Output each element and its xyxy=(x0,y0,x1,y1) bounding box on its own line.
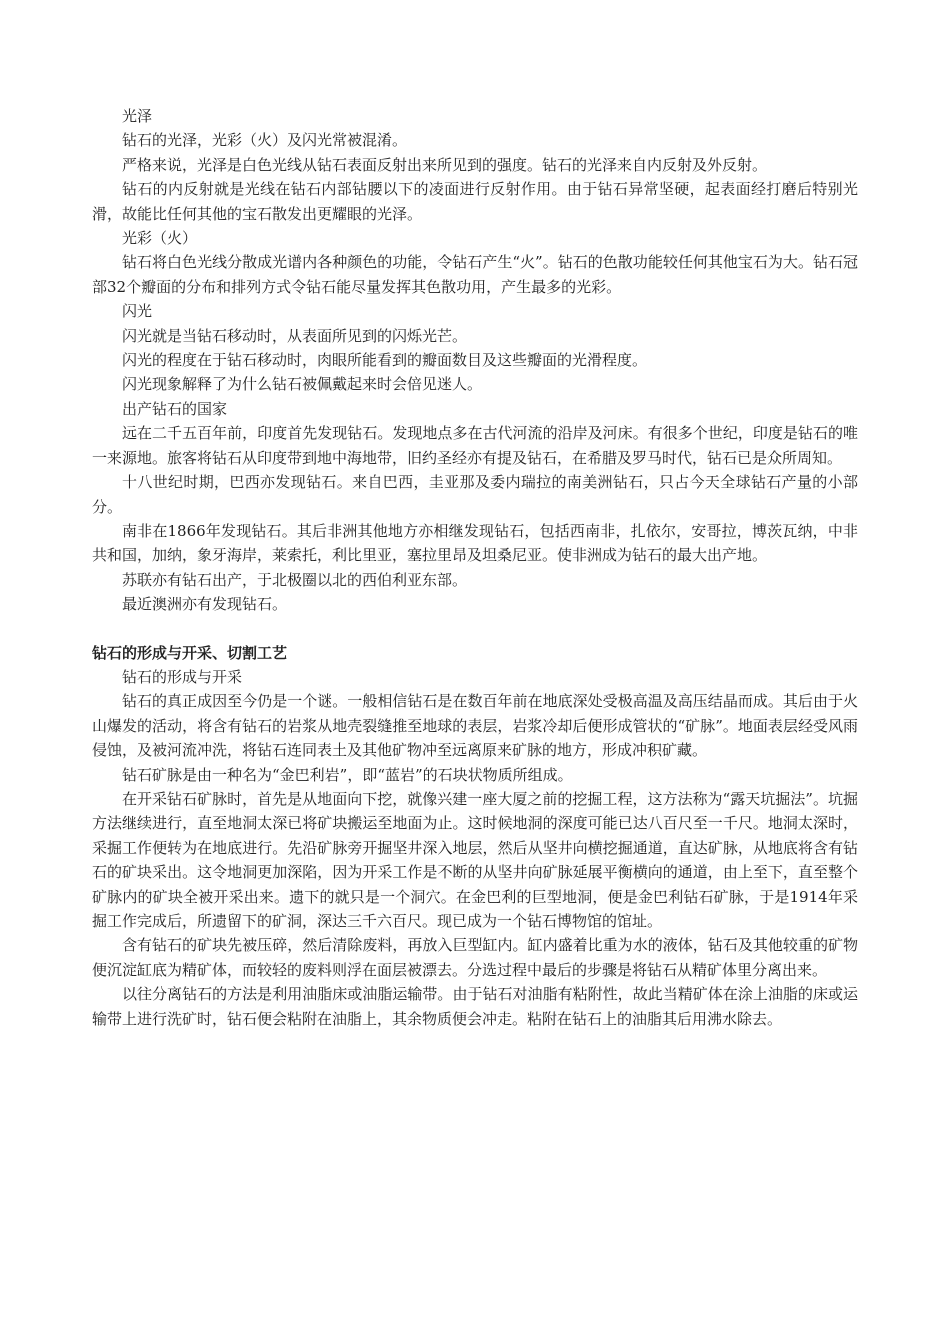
paragraph: 严格来说，光泽是白色光线从钻石表面反射出来所见到的强度。钻石的光泽来自内反射及外反射。 xyxy=(122,155,768,174)
paragraph: 钻石的光泽，光彩（火）及闪光常被混淆。 xyxy=(122,131,408,150)
subheading-fire: 光彩（火） xyxy=(122,229,198,248)
paragraph: 钻石的内反射就是光线在钻石内部钻腰以下的凌面进行反射作用。由于钻石异常坚硬，起表面经打磨后特别光滑，故能比任何其他的宝石散发出更耀眼的光泽。 xyxy=(92,180,858,223)
paragraph: 闪光的程度在于钻石移动时，肉眼所能看到的瓣面数目及这些瓣面的光滑程度。 xyxy=(122,351,648,370)
paragraph: 在开采钻石矿脉时，首先是从地面向下挖，就像兴建一座大厦之前的挖掘工程，这方法称为“露天坑掘法”。坑掘方法继续进行，直至地洞太深已将矿块搬运至地面为止。这时候地洞的深度可能已达八百尺至一千尺。地洞太深时，采掘工作便转为在地底进行。先沿矿脉旁开掘坚井深入地层，然后从坚井向横挖掘通道，直达矿脉，从地底将含有钻石的矿块采出。这令地洞更加深陷，因为开采工作是不断的从坚井向矿脉延展平衡横向的通道，由上至下，直至整个矿脉内的矿块全被开采出来。遗下的就只是一个洞穴。在金巴利的巨型地洞，便是金巴利钻石矿脉，于是1914年采掘工作完成后，所遗留下的矿洞，深达三千六百尺。现已成为一个钻石博物馆的馆址。 xyxy=(92,789,858,930)
paragraph: 闪光现象解释了为什么钻石被佩戴起来时会倍见迷人。 xyxy=(122,375,483,394)
section-luster-and-origins xyxy=(92,104,858,617)
paragraph: 钻石将白色光线分散成光谱内各种颜色的功能，令钻石产生“火”。钻石的色散功能较任何其他宝石为大。钻石冠部32个瓣面的分布和排列方式令钻石能尽量发挥其色散功用，产生最多的光彩。 xyxy=(92,253,858,296)
paragraph: 钻石矿脉是由一种名为“金巴利岩”，即“蓝岩”的石块状物质所组成。 xyxy=(122,765,573,784)
section-spacer xyxy=(92,617,858,641)
paragraph: 钻石的真正成因至今仍是一个谜。一般相信钻石是在数百年前在地底深处受极高温及高压结晶而成。其后由于火山爆发的活动，将含有钻石的岩浆从地壳裂缝推至地球的表层，岩浆冷却后便形成管状的“矿脉”。地面表层经受风雨侵蚀，及被河流冲洗，将钻石连同表土及其他矿物冲至远离原来矿脉的地方，形成冲积矿藏。 xyxy=(92,692,858,760)
subheading-scintillation: 闪光 xyxy=(122,302,153,321)
document-page xyxy=(92,104,858,1031)
paragraph: 闪光就是当钻石移动时，从表面所见到的闪烁光芒。 xyxy=(122,326,468,345)
paragraph: 含有钻石的矿块先被压碎，然后清除废料，再放入巨型缸内。缸内盛着比重为水的液体，钻石及其他较重的矿物便沉淀缸底为精矿体，而较轻的废料则浮在面层被漂去。分选过程中最后的步骤是将钻石从精矿体里分离出来。 xyxy=(92,936,858,979)
paragraph: 南非在1866年发现钻石。其后非洲其他地方亦相继发现钻石，包括西南非，扎依尔，安哥拉，博茨瓦纳，中非共和国，加纳，象牙海岸，莱索托，利比里亚，塞拉里昂及坦桑尼亚。使非洲成为钻石的最大出产地。 xyxy=(92,521,858,565)
paragraph: 十八世纪时期，巴西亦发现钻石。来自巴西，圭亚那及委内瑞拉的南美洲钻石，只占今天全球钻石产量的小部分。 xyxy=(92,473,858,516)
paragraph: 最近澳洲亦有发现钻石。 xyxy=(122,595,288,614)
section-formation-and-mining xyxy=(92,641,858,1032)
paragraph: 苏联亦有钻石出产，于北极圈以北的西伯利亚东部。 xyxy=(122,570,468,589)
subheading-formation: 钻石的形成与开采 xyxy=(122,667,243,686)
paragraph: 远在二千五百年前，印度首先发现钻石。发现地点多在古代河流的沿岸及河床。有很多个世纪，印度是钻石的唯一来源地。旅客将钻石从印度带到地中海地带，旧约圣经亦有提及钻石，在希腊及罗马时代，钻石已是众所周知。 xyxy=(92,424,858,467)
subheading-producing-countries: 出产钻石的国家 xyxy=(122,399,228,418)
paragraph: 以往分离钻石的方法是利用油脂床或油脂运输带。由于钻石对油脂有粘附性，故此当精矿体在涂上油脂的床或运输带上进行洗矿时，钻石便会粘附在油脂上，其余物质便会冲走。粘附在钻石上的油脂其后用沸水除去。 xyxy=(92,985,858,1028)
subheading-luster: 光泽 xyxy=(122,107,153,125)
section-heading: 钻石的形成与开采、切割工艺 xyxy=(92,643,288,662)
